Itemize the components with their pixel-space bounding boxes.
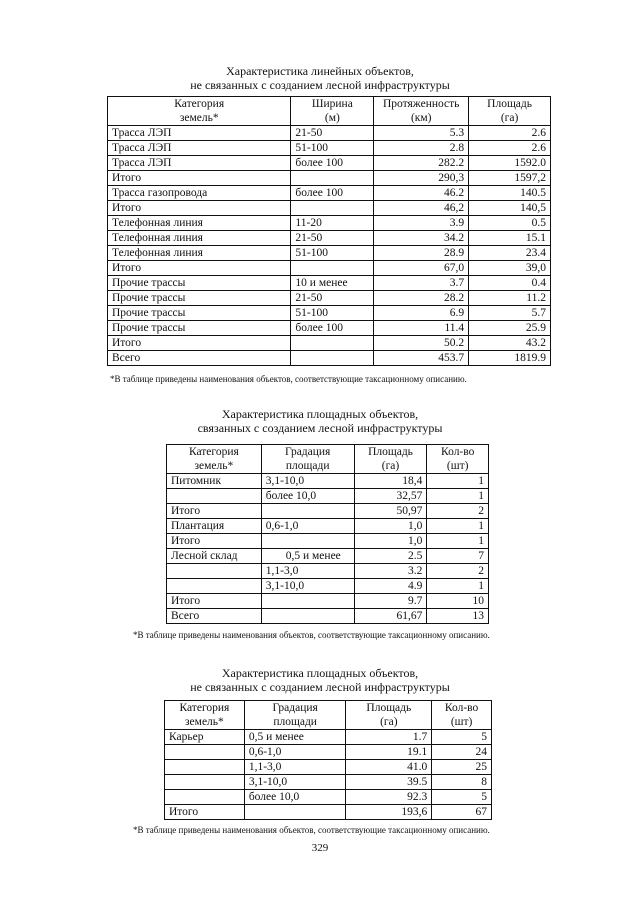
table1-caption-line1: Характеристика линейных объектов, [226, 64, 414, 78]
table-cell: 1 [427, 534, 489, 549]
table-cell: 1592.0 [469, 156, 551, 171]
table-cell [261, 504, 354, 519]
table2-caption-line1: Характеристика площадных объектов, [221, 407, 419, 421]
table3-note: *В таблице приведены наименования объектов, соответствующие таксационному описанию. [133, 825, 490, 835]
table-cell [291, 336, 374, 351]
table-row [165, 805, 492, 820]
table-row [108, 171, 551, 186]
table-cell [165, 775, 245, 790]
table-cell: 290,3 [374, 171, 469, 186]
table-row [108, 246, 551, 261]
table-row [108, 261, 551, 276]
table-cell: Итого [167, 534, 262, 549]
table-row [108, 306, 551, 321]
table-cell: 5 [432, 790, 492, 805]
table-row [165, 760, 492, 775]
table-cell: 13 [427, 609, 489, 624]
table-row [165, 775, 492, 790]
table-cell: Плантация [167, 519, 262, 534]
table-row [108, 351, 551, 366]
table-linear-objects [107, 96, 551, 366]
table-cell: 41.0 [346, 760, 432, 775]
table-cell: Лесной склад [167, 549, 262, 564]
table-cell: 32,57 [354, 489, 427, 504]
table-cell: 5.7 [469, 306, 551, 321]
table-cell: 1 [427, 519, 489, 534]
table3-caption-line1: Характеристика площадных объектов, [221, 666, 419, 680]
table-cell: Всего [167, 609, 262, 624]
table-cell: 21-50 [291, 126, 374, 141]
table-cell: Итого [167, 594, 262, 609]
table-cell: 34.2 [374, 231, 469, 246]
table-cell: 9.7 [354, 594, 427, 609]
column-header: Площадь (га) [354, 445, 427, 474]
table-cell: 25 [432, 760, 492, 775]
table-cell: 2.8 [374, 141, 469, 156]
table-row [167, 579, 489, 594]
table-cell: 1,0 [354, 534, 427, 549]
table-cell: Итого [108, 261, 291, 276]
table-cell: Итого [108, 201, 291, 216]
table-cell: 0.4 [469, 276, 551, 291]
table-cell: 140.5 [469, 186, 551, 201]
table-row [108, 291, 551, 306]
table-row [167, 609, 489, 624]
table-cell: 28.2 [374, 291, 469, 306]
table-cell: 2.5 [354, 549, 427, 564]
table-cell: более 10,0 [244, 790, 346, 805]
table-cell: 3.9 [374, 216, 469, 231]
table-cell: 21-50 [291, 231, 374, 246]
table-cell: 92.3 [346, 790, 432, 805]
table-row [167, 549, 489, 564]
table-cell: 2.6 [469, 126, 551, 141]
table-cell: 19.1 [346, 745, 432, 760]
table-row [167, 534, 489, 549]
table-cell: более 100 [291, 321, 374, 336]
table1-caption [0, 64, 640, 92]
table-row [167, 489, 489, 504]
table-row [108, 156, 551, 171]
table-cell: 67 [432, 805, 492, 820]
table-cell [244, 805, 346, 820]
table-cell: 6.9 [374, 306, 469, 321]
table-cell: 46,2 [374, 201, 469, 216]
column-header: Кол-во (шт) [427, 445, 489, 474]
column-header: Площадь (га) [346, 701, 432, 730]
table-cell [291, 351, 374, 366]
table-row [108, 336, 551, 351]
table-cell: 3,1-10,0 [244, 775, 346, 790]
table-cell: 50.2 [374, 336, 469, 351]
table-cell: 61,67 [354, 609, 427, 624]
table-row [108, 186, 551, 201]
table-cell: 2.6 [469, 141, 551, 156]
column-header: Градация площади [244, 701, 346, 730]
column-header: Площадь (га) [469, 97, 551, 126]
page-number: 329 [311, 842, 329, 854]
table-cell: Трасса ЛЭП [108, 141, 291, 156]
table-cell: 10 и менее [291, 276, 374, 291]
table2-caption [0, 407, 640, 435]
table-cell: Телефонная линия [108, 231, 291, 246]
table-cell: 7 [427, 549, 489, 564]
table-cell: 11.2 [469, 291, 551, 306]
table-cell: 0,5 и менее [244, 730, 346, 745]
table-cell: 193,6 [346, 805, 432, 820]
table-cell: 39,0 [469, 261, 551, 276]
table-row [165, 745, 492, 760]
table-cell: 11.4 [374, 321, 469, 336]
table-cell: 1 [427, 489, 489, 504]
table-row [108, 141, 551, 156]
table-row [167, 504, 489, 519]
table-cell: 28.9 [374, 246, 469, 261]
table-cell: 1,1-3,0 [261, 564, 354, 579]
table-cell: Трасса газопровода [108, 186, 291, 201]
table-cell [167, 564, 262, 579]
table-cell: 2 [427, 564, 489, 579]
table-cell: более 100 [291, 156, 374, 171]
table-cell: 39.5 [346, 775, 432, 790]
table1-note: *В таблице приведены наименования объектов, соответствующие таксационному описанию. [110, 374, 467, 384]
table-row [108, 216, 551, 231]
table-cell: 43.2 [469, 336, 551, 351]
table-cell: 3.7 [374, 276, 469, 291]
column-header: Градация площади [261, 445, 354, 474]
column-header: Категория земель* [165, 701, 245, 730]
table-cell: Всего [108, 351, 291, 366]
table-row [165, 730, 492, 745]
table-row [108, 231, 551, 246]
table-cell [165, 745, 245, 760]
table-cell [261, 609, 354, 624]
table3-caption [0, 666, 640, 694]
table-row [108, 126, 551, 141]
table-cell [165, 790, 245, 805]
table-row [108, 276, 551, 291]
table-area-objects-infrastructure [166, 444, 489, 624]
table-row [165, 790, 492, 805]
table-cell: Питомник [167, 474, 262, 489]
table-cell: Карьер [165, 730, 245, 745]
table-cell: Итого [167, 504, 262, 519]
table-cell: 51-100 [291, 306, 374, 321]
table-cell: 2 [427, 504, 489, 519]
table-cell: 51-100 [291, 246, 374, 261]
table-cell: 25.9 [469, 321, 551, 336]
table-cell: 67,0 [374, 261, 469, 276]
table-cell: Телефонная линия [108, 246, 291, 261]
table-cell: 282.2 [374, 156, 469, 171]
table-row [167, 594, 489, 609]
column-header: Категория земель* [167, 445, 262, 474]
table-cell: Итого [165, 805, 245, 820]
table-cell: 11-20 [291, 216, 374, 231]
table-cell: 46.2 [374, 186, 469, 201]
table3-caption-line2: не связанных с созданием лесной инфраструктуры [190, 680, 450, 694]
table-cell: 3.2 [354, 564, 427, 579]
table-cell: 1597,2 [469, 171, 551, 186]
table-cell: 8 [432, 775, 492, 790]
table-cell: 24 [432, 745, 492, 760]
table-cell: Прочие трассы [108, 321, 291, 336]
table-cell: 1 [427, 579, 489, 594]
table1-caption-line2: не связанных с созданием лесной инфраструктуры [190, 78, 450, 92]
table-row [167, 474, 489, 489]
table-cell: Телефонная линия [108, 216, 291, 231]
table-cell: 1819.9 [469, 351, 551, 366]
table-cell: 18,4 [354, 474, 427, 489]
table-cell: 0,6-1,0 [244, 745, 346, 760]
table-cell: 0,6-1,0 [261, 519, 354, 534]
table-cell: 10 [427, 594, 489, 609]
table-cell: более 100 [291, 186, 374, 201]
table-cell: 1.7 [346, 730, 432, 745]
table-cell [165, 760, 245, 775]
table-cell: 1 [427, 474, 489, 489]
table-cell: 453.7 [374, 351, 469, 366]
table-row [167, 564, 489, 579]
column-header: Протяженность (км) [374, 97, 469, 126]
table-cell: более 10,0 [261, 489, 354, 504]
table-cell: Прочие трассы [108, 306, 291, 321]
table-cell: 21-50 [291, 291, 374, 306]
table-cell: 4.9 [354, 579, 427, 594]
table-cell [167, 489, 262, 504]
table-cell: 0.5 [469, 216, 551, 231]
column-header: Ширина (м) [291, 97, 374, 126]
table-cell [291, 201, 374, 216]
table-cell: 3,1-10,0 [261, 474, 354, 489]
table-cell: Итого [108, 171, 291, 186]
column-header: Категория земель* [108, 97, 291, 126]
table-cell: 1,0 [354, 519, 427, 534]
table-cell [261, 594, 354, 609]
table-cell: 3,1-10,0 [261, 579, 354, 594]
table-cell: 140,5 [469, 201, 551, 216]
table-cell: Итого [108, 336, 291, 351]
table-row [167, 519, 489, 534]
table-cell: Трасса ЛЭП [108, 126, 291, 141]
table-cell [167, 579, 262, 594]
column-header: Кол-во (шт) [432, 701, 492, 730]
table-cell: 50,97 [354, 504, 427, 519]
table-cell: 0,5 и менее [261, 549, 354, 564]
table-row [108, 201, 551, 216]
table-area-objects-non-infrastructure [164, 700, 492, 820]
table-cell: 1,1-3,0 [244, 760, 346, 775]
table-cell: 5 [432, 730, 492, 745]
table-cell: Прочие трассы [108, 291, 291, 306]
table-cell: 23.4 [469, 246, 551, 261]
table2-caption-line2: связанных с созданием лесной инфраструктуры [197, 421, 443, 435]
table-row [108, 321, 551, 336]
table-cell [261, 534, 354, 549]
table-cell: Прочие трассы [108, 276, 291, 291]
table-cell: Трасса ЛЭП [108, 156, 291, 171]
table-cell: 51-100 [291, 141, 374, 156]
table-cell: 15.1 [469, 231, 551, 246]
table-cell: 5.3 [374, 126, 469, 141]
table-cell [291, 261, 374, 276]
table2-note: *В таблице приведены наименования объектов, соответствующие таксационному описанию. [133, 630, 490, 640]
table-cell [291, 171, 374, 186]
